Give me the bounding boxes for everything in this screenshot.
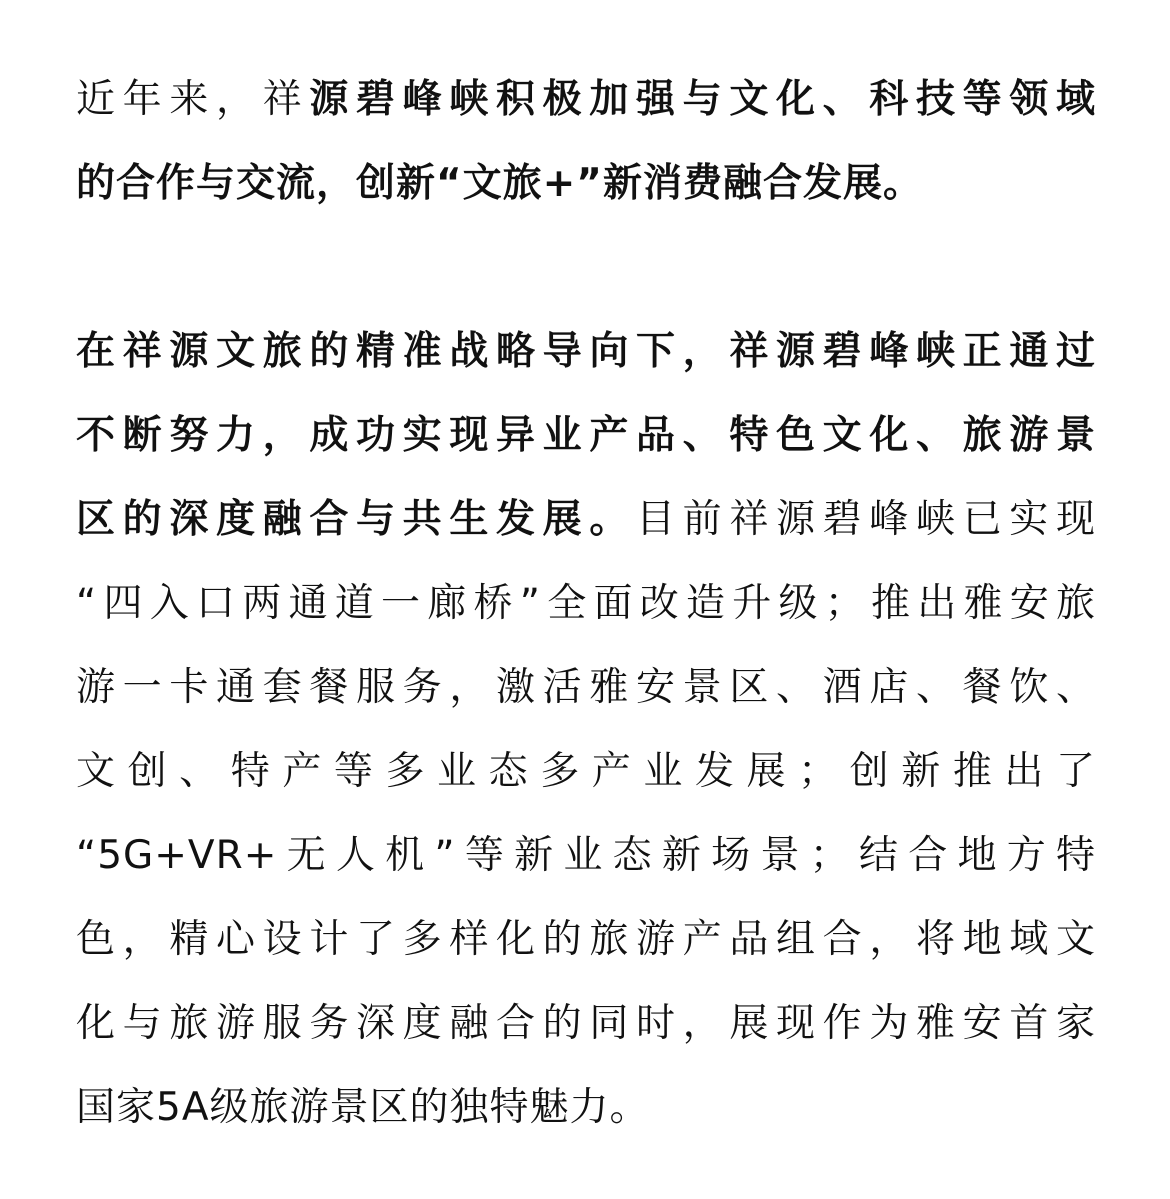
text-line <box>76 478 1096 562</box>
text-line <box>76 562 1096 646</box>
text-bold: 在祥源文旅的精准战略导向下，祥源碧峰峡正通过 <box>76 329 1096 374</box>
article-body <box>76 58 1096 1150</box>
text-normal: 色，精心设计了多样化的旅游产品组合，将地域文 <box>76 917 1096 962</box>
text-line <box>76 142 1096 226</box>
text-normal: 化与旅游服务深度融合的同时，展现作为雅安首家 <box>76 1001 1096 1046</box>
text-line <box>76 394 1096 478</box>
text-bold: 区的深度融合与共生发展。 <box>76 497 636 542</box>
text-line <box>76 1066 1096 1150</box>
text-normal: 目前祥源碧峰峡已实现 <box>635 497 1096 542</box>
paragraph-spacer <box>76 226 1096 310</box>
text-line <box>76 730 1096 814</box>
paragraph-main <box>76 310 1096 1150</box>
text-normal: 近年来，祥 <box>76 77 310 122</box>
text-bold: 的合作与交流，创新“文旅+”新消费融合发展。 <box>76 161 923 206</box>
text-bold: 不断努力，成功实现异业产品、特色文化、旅游景 <box>76 413 1096 458</box>
text-line <box>76 646 1096 730</box>
text-line <box>76 898 1096 982</box>
text-normal: 国家5A级旅游景区的独特魅力。 <box>76 1085 650 1130</box>
text-line <box>76 310 1096 394</box>
text-normal: 文创、特产等多业态多产业发展；创新推出了 <box>76 749 1096 794</box>
text-normal: “5G+VR+无人机”等新业态新场景；结合地方特 <box>76 833 1096 878</box>
text-normal: 游一卡通套餐服务，激活雅安景区、酒店、餐饮、 <box>76 665 1096 710</box>
text-line <box>76 982 1096 1066</box>
text-normal: “四入口两通道一廊桥”全面改造升级；推出雅安旅 <box>76 581 1096 626</box>
text-line <box>76 58 1096 142</box>
text-bold: 源碧峰峡积极加强与文化、科技等领域 <box>309 77 1096 122</box>
text-line <box>76 814 1096 898</box>
paragraph-intro <box>76 58 1096 226</box>
